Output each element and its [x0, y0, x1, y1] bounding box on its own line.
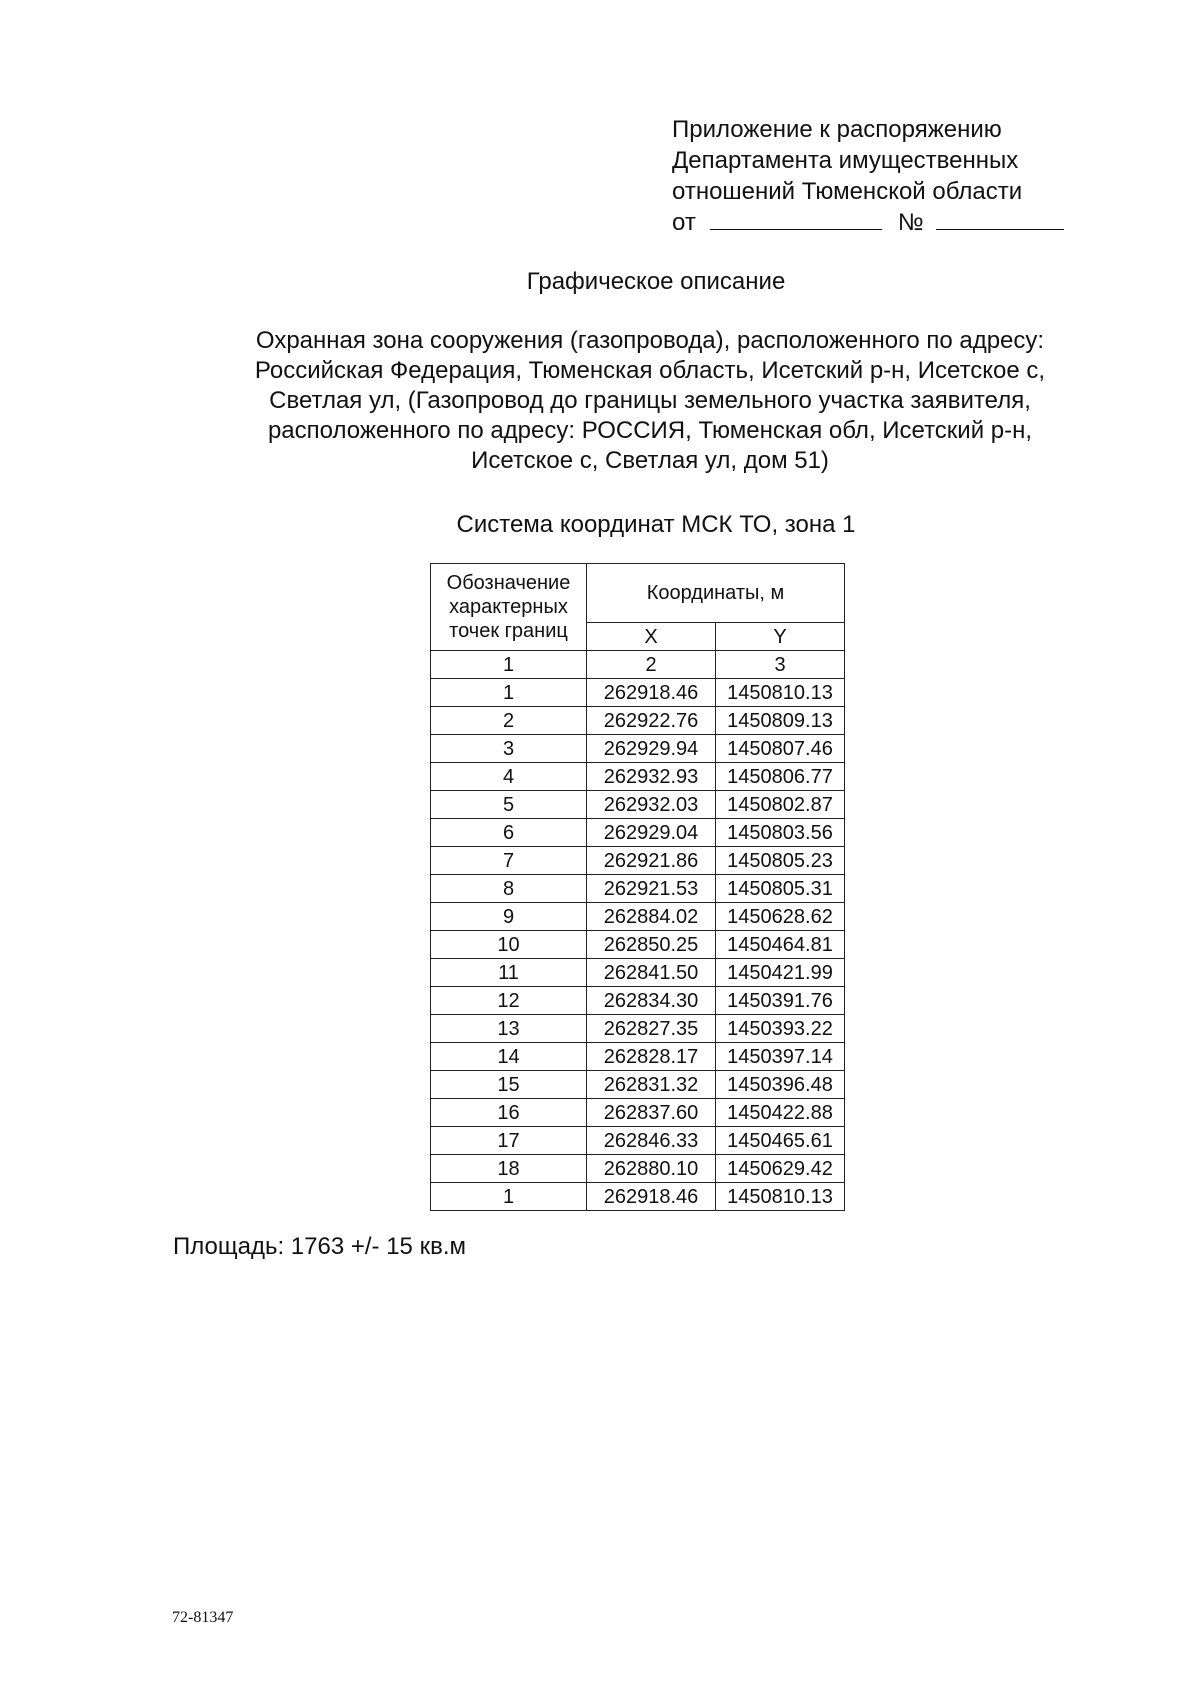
appendix-header: [672, 114, 1064, 238]
table-row: [431, 1015, 845, 1043]
table-row: [431, 763, 845, 791]
point-cell: 16: [431, 1099, 587, 1127]
x-cell: 262846.33: [587, 1127, 716, 1155]
y-cell: 1450396.48: [716, 1071, 845, 1099]
point-cell: 13: [431, 1015, 587, 1043]
table-row: [431, 1183, 845, 1211]
table-row: [431, 1043, 845, 1071]
document-number: 72-81347: [172, 1609, 234, 1626]
column-number-row: [431, 651, 845, 679]
y-cell: 1450805.23: [716, 847, 845, 875]
table-row: [431, 1099, 845, 1127]
x-cell: 262918.46: [587, 679, 716, 707]
description-line: Российская Федерация, Тюменская область, Исетский р-н, Исетское с,: [254, 357, 1046, 384]
area-text: Площадь: 1763 +/- 15 кв.м: [173, 1233, 466, 1260]
coordinates-table: [430, 563, 845, 1211]
y-cell: 1450628.62: [716, 903, 845, 931]
table-row: [431, 1127, 845, 1155]
point-cell: 18: [431, 1155, 587, 1183]
coordinate-system-caption: Система координат МСК ТО, зона 1: [456, 511, 856, 538]
table-row: [431, 819, 845, 847]
point-cell: 6: [431, 819, 587, 847]
y-cell: 1450803.56: [716, 819, 845, 847]
point-cell: 8: [431, 875, 587, 903]
description-line: расположенного по адресу: РОССИЯ, Тюменская обл, Исетский р-н,: [267, 417, 1033, 444]
table-row: [431, 1155, 845, 1183]
point-cell: 11: [431, 959, 587, 987]
x-cell: 262921.86: [587, 847, 716, 875]
x-cell: 262918.46: [587, 1183, 716, 1211]
number-blank: [936, 211, 1064, 230]
point-cell: 14: [431, 1043, 587, 1071]
x-cell: 262850.25: [587, 931, 716, 959]
table-row: [431, 735, 845, 763]
table-row: [431, 791, 845, 819]
y-cell: 1450391.76: [716, 987, 845, 1015]
point-cell: 9: [431, 903, 587, 931]
y-cell: 1450809.13: [716, 707, 845, 735]
y-cell: 1450810.13: [716, 679, 845, 707]
point-cell: 2: [431, 707, 587, 735]
appendix-line: Департамента имущественных: [672, 147, 1019, 174]
point-cell: 1: [431, 679, 587, 707]
x-cell: 262834.30: [587, 987, 716, 1015]
x-cell: 262828.17: [587, 1043, 716, 1071]
point-cell: 12: [431, 987, 587, 1015]
date-blank: [710, 211, 882, 230]
table-row: [431, 903, 845, 931]
x-cell: 262929.94: [587, 735, 716, 763]
table-row: [431, 987, 845, 1015]
table-row: [431, 959, 845, 987]
y-cell: 1450807.46: [716, 735, 845, 763]
point-cell: 5: [431, 791, 587, 819]
x-cell: 262929.04: [587, 819, 716, 847]
x-cell: 262922.76: [587, 707, 716, 735]
y-cell: 1450810.13: [716, 1183, 845, 1211]
date-prefix: от: [672, 209, 696, 236]
header-y: Y: [716, 623, 845, 651]
column-number: 1: [431, 651, 587, 679]
column-number: 2: [587, 651, 716, 679]
y-cell: 1450806.77: [716, 763, 845, 791]
header-x: X: [587, 623, 716, 651]
x-cell: 262837.60: [587, 1099, 716, 1127]
table-row: [431, 679, 845, 707]
y-cell: 1450421.99: [716, 959, 845, 987]
y-cell: 1450802.87: [716, 791, 845, 819]
x-cell: 262841.50: [587, 959, 716, 987]
point-cell: 3: [431, 735, 587, 763]
number-sign: №: [897, 209, 924, 236]
point-cell: 1: [431, 1183, 587, 1211]
header-coordinates: Координаты, м: [587, 564, 845, 623]
x-cell: 262831.32: [587, 1071, 716, 1099]
table-row: [431, 931, 845, 959]
point-cell: 15: [431, 1071, 587, 1099]
document-title: Графическое описание: [526, 268, 786, 295]
x-cell: 262932.03: [587, 791, 716, 819]
y-cell: 1450393.22: [716, 1015, 845, 1043]
header-designation: Обозначение характерных точек границ: [431, 564, 587, 651]
point-cell: 7: [431, 847, 587, 875]
y-cell: 1450629.42: [716, 1155, 845, 1183]
x-cell: 262884.02: [587, 903, 716, 931]
date-number-line: [672, 207, 1064, 238]
table-header-row: [431, 564, 845, 623]
description-line: Охранная зона сооружения (газопровода), расположенного по адресу:: [255, 327, 1045, 354]
y-cell: 1450465.61: [716, 1127, 845, 1155]
y-cell: 1450397.14: [716, 1043, 845, 1071]
table-row: [431, 875, 845, 903]
column-number: 3: [716, 651, 845, 679]
x-cell: 262932.93: [587, 763, 716, 791]
point-cell: 4: [431, 763, 587, 791]
x-cell: 262921.53: [587, 875, 716, 903]
table-row: [431, 847, 845, 875]
y-cell: 1450805.31: [716, 875, 845, 903]
appendix-line: Приложение к распоряжению: [672, 116, 1002, 143]
description-line: Исетское с, Светлая ул, дом 51): [471, 447, 829, 474]
appendix-line: отношений Тюменской области: [672, 178, 1023, 205]
y-cell: 1450422.88: [716, 1099, 845, 1127]
table-row: [431, 707, 845, 735]
point-cell: 10: [431, 931, 587, 959]
description-line: Светлая ул, (Газопровод до границы земельного участка заявителя,: [269, 387, 1031, 414]
point-cell: 17: [431, 1127, 587, 1155]
object-description: [210, 326, 1090, 476]
table-row: [431, 1071, 845, 1099]
x-cell: 262827.35: [587, 1015, 716, 1043]
x-cell: 262880.10: [587, 1155, 716, 1183]
y-cell: 1450464.81: [716, 931, 845, 959]
